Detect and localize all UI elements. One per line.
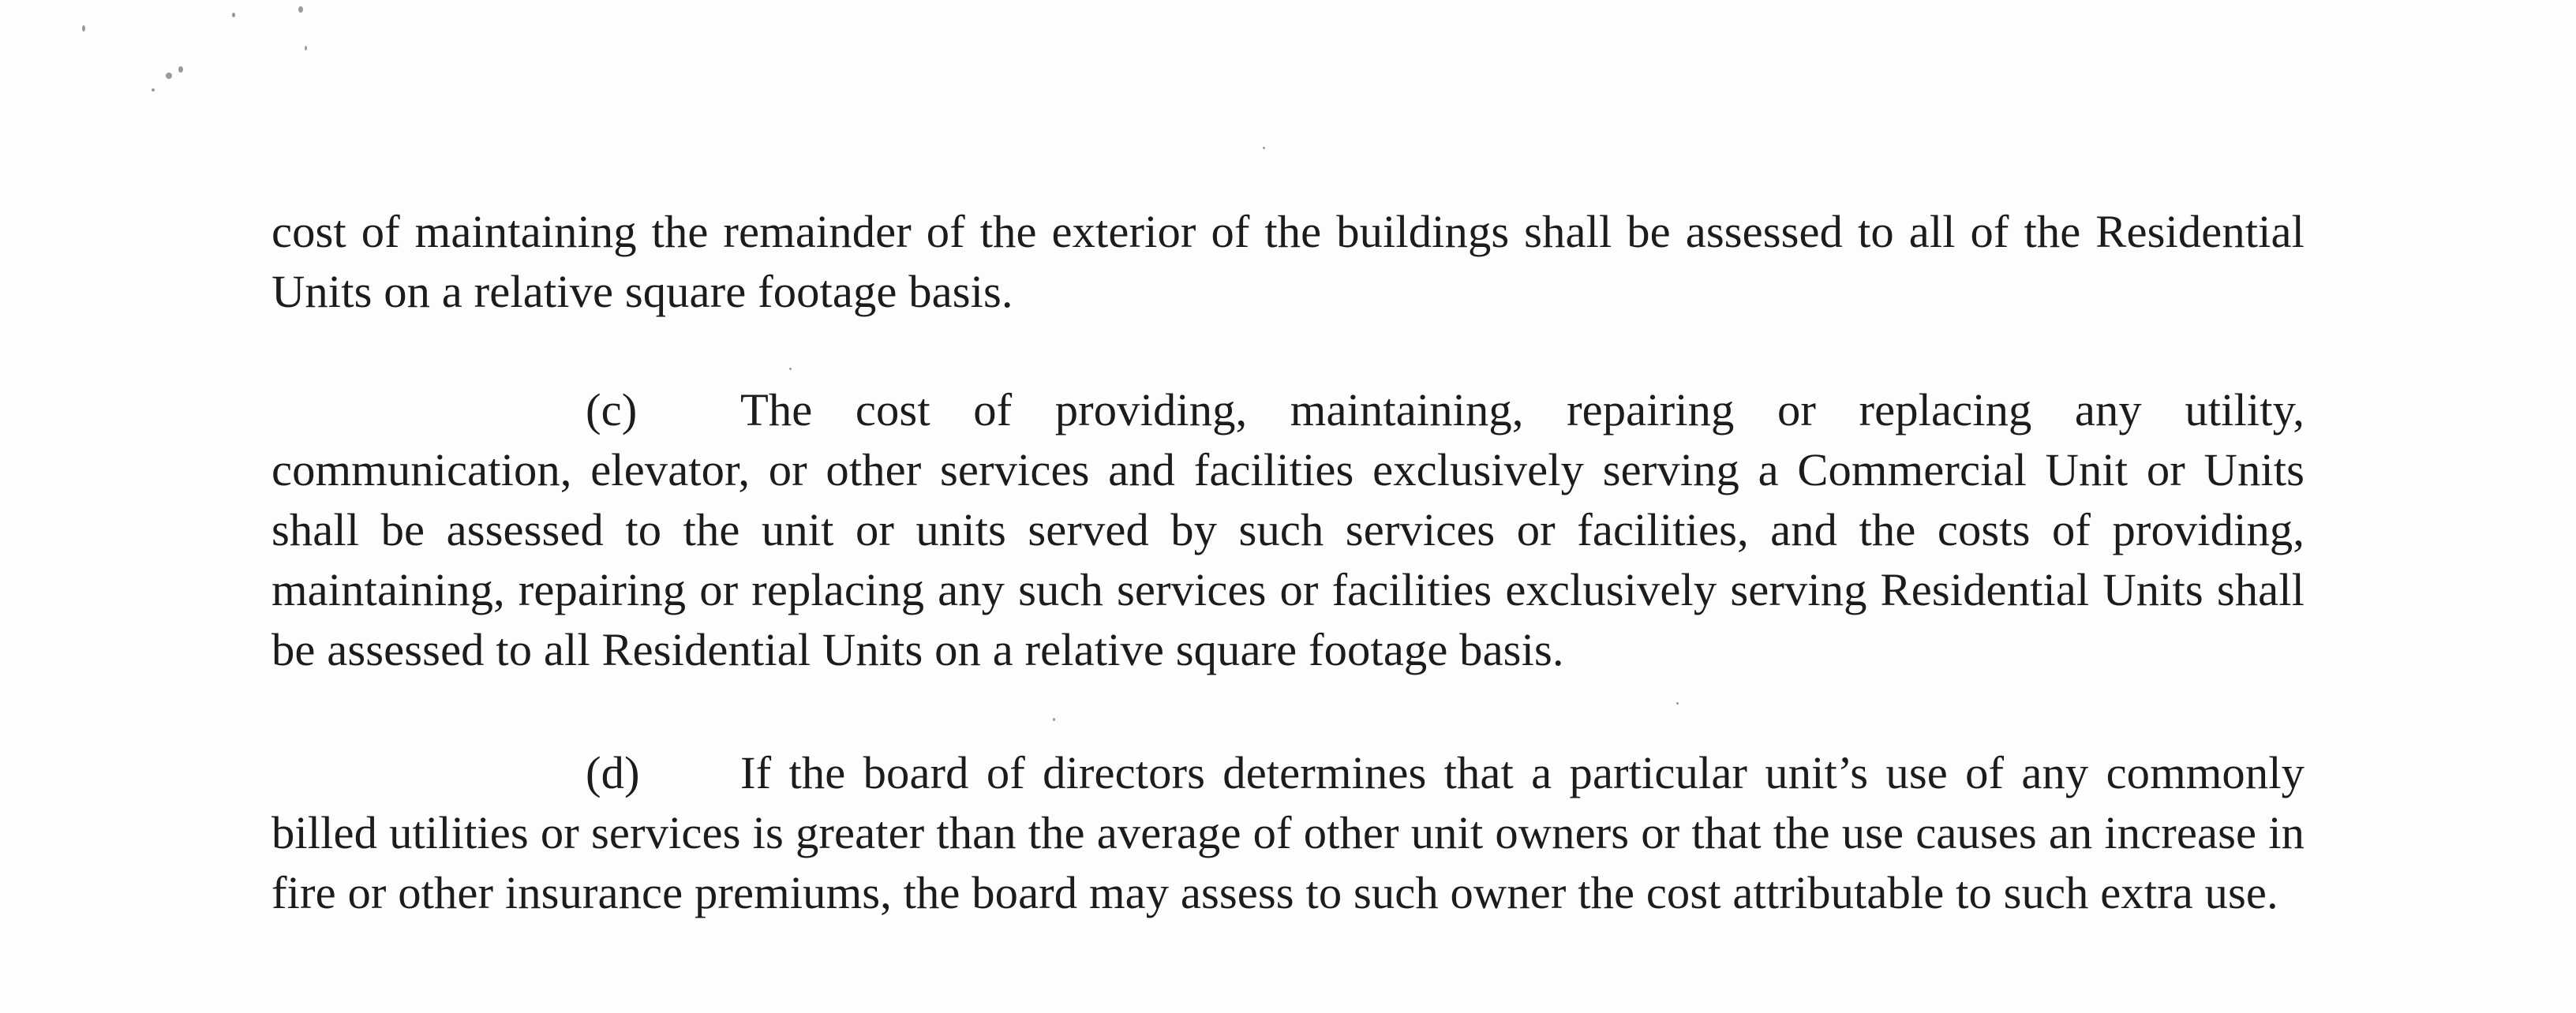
scan-speck <box>152 88 155 92</box>
paragraph-label: (d) <box>586 747 640 798</box>
paragraph-c <box>271 380 2305 680</box>
scan-speck <box>1053 718 1055 721</box>
paragraph-continuation <box>271 202 2305 322</box>
scan-speck <box>166 73 172 79</box>
paragraph-text: If the board of directors determines that a particular unit’s use of any commonly billed utilities or services is greater than the average of other unit owners or that the use causes an increase in fire or other insurance premiums, the board may assess to such owner the cost attributable to such extra use. <box>271 747 2305 918</box>
scan-speck <box>82 25 85 32</box>
paragraph-text: cost of maintaining the remainder of the exterior of the buildings shall be assessed to all of the Residential Units on a relative square footage basis. <box>271 206 2305 317</box>
paragraph-d <box>271 743 2305 923</box>
paragraph-label: (c) <box>586 384 638 435</box>
scan-speck <box>305 46 307 50</box>
scan-speck <box>298 6 303 13</box>
scan-speck <box>1676 702 1679 705</box>
scan-speck <box>232 13 235 17</box>
scan-speck <box>789 368 792 370</box>
scan-speck <box>1263 147 1265 149</box>
paragraph-text: The cost of providing, maintaining, repairing or replacing any utility, communication, elevator, or other services and facilities exclusively serving a Commercial Unit or Units shall be assessed to the unit or units served by such services or facilities, and the costs of providing, maintaining, repairing or replacing any such services or facilities exclusively serving Residential Units shall be assessed to all Residential Units on a relative square footage basis. <box>271 384 2305 675</box>
scan-speck <box>178 66 183 73</box>
